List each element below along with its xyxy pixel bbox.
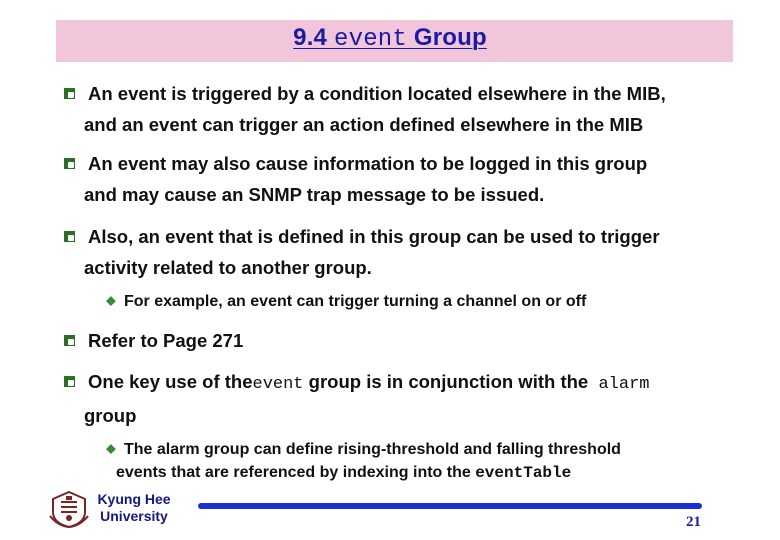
sub-bullet-2-code: eventTable bbox=[475, 464, 572, 482]
square-bullet-icon bbox=[64, 376, 75, 387]
university-logo bbox=[48, 490, 90, 528]
bullet-5-line1a: One key use of the bbox=[88, 371, 253, 392]
university-line1: Kyung Hee bbox=[97, 491, 171, 507]
bullet-5-line2: group bbox=[84, 405, 137, 426]
diamond-bullet-icon bbox=[106, 296, 116, 306]
university-line2: University bbox=[100, 508, 168, 524]
sub-bullet-1-text: For example, an event can trigger turning a channel on or off bbox=[124, 293, 587, 310]
bullet-1-line1: An event is triggered by a condition located elsewhere in the MIB, bbox=[88, 83, 666, 104]
sub-bullet-2 bbox=[104, 438, 621, 485]
square-bullet-icon bbox=[64, 88, 75, 99]
sub-bullet-2-line2: events that are referenced by indexing into the bbox=[116, 464, 476, 481]
square-bullet-icon bbox=[64, 231, 75, 242]
title-suffix: Group bbox=[407, 24, 487, 51]
square-bullet-icon bbox=[64, 335, 75, 346]
page-number: 21 bbox=[686, 514, 701, 530]
bullet-3 bbox=[64, 221, 754, 283]
bullet-2-line1: An event may also cause information to be logged in this group bbox=[88, 153, 648, 174]
university-name bbox=[92, 491, 176, 525]
bullet-5-line1b: group is in conjunction with the bbox=[303, 371, 594, 392]
sub-bullet-1 bbox=[104, 290, 586, 313]
square-bullet-icon bbox=[64, 158, 75, 169]
bullet-5 bbox=[64, 366, 754, 431]
bullet-4-line1: Refer to Page 271 bbox=[88, 330, 244, 351]
bullet-1-line2: and an event can trigger an action defined elsewhere in the MIB bbox=[84, 114, 644, 135]
sub-bullet-2-line1: The alarm group can define rising-threshold and falling threshold bbox=[124, 441, 621, 458]
bullet-5-code-alarm: alarm bbox=[598, 375, 650, 394]
bullet-5-code-event: event bbox=[252, 375, 304, 394]
title-prefix: 9.4 bbox=[293, 24, 334, 51]
diamond-bullet-icon bbox=[106, 444, 116, 454]
bullet-4 bbox=[64, 325, 754, 356]
bullet-2-line2: and may cause an SNMP trap message to be issued. bbox=[84, 184, 545, 205]
bullet-2 bbox=[64, 148, 754, 210]
title-code: event bbox=[333, 26, 407, 53]
bullet-3-line1: Also, an event that is defined in this group can be used to trigger bbox=[88, 226, 660, 247]
bullet-3-line2: activity related to another group. bbox=[84, 257, 372, 278]
slide-title bbox=[0, 24, 780, 53]
footer-divider bbox=[198, 503, 702, 509]
bullet-1 bbox=[64, 78, 754, 140]
